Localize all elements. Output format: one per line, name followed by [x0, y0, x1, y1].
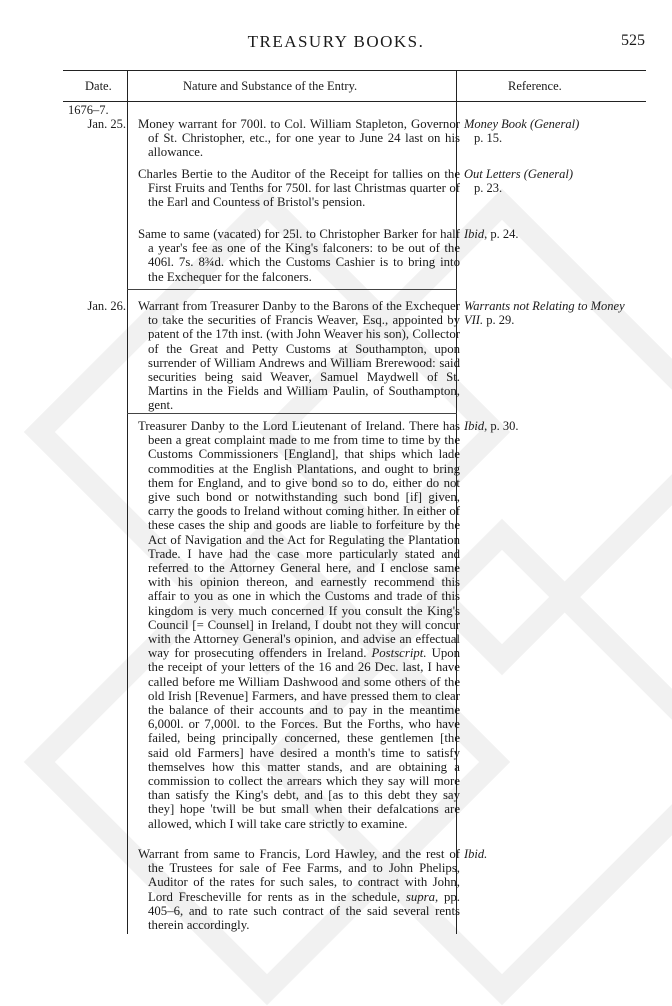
entry-text — [138, 847, 460, 932]
column-header-reference: Reference. — [508, 79, 562, 93]
entry-text: Money warrant for 700l. to Col. William Stapleton, Governor of St. Christopher, etc., for one year to June 24 last on his allowance. — [138, 117, 460, 160]
entry-date-year: 1676–7. — [68, 103, 109, 117]
entry-text: Warrant from Treasurer Danby to the Barons of the Exchequer to take the securities of Francis Weaver, Esq., appointed by patent of the 17th inst. (with John Weaver his son), Collector of the Great and Petty Customs at Southampton, upon surrender of William Andrews and William Brerewood: said securities being said Weaver, Samuel Maydwell of St. Martins in the Fields and William Paulin, of Southampton, gent. — [138, 299, 460, 413]
entry-text-body: Same to same (vacated) for 25l. to Christopher Barker for half a year's fee as one of the King's falconers: to be out of the 406l. 7s. 8¾d. which the Customs Cashier is to bring into the Exchequer for the falconers. — [138, 227, 460, 284]
reference-source: Ibid — [464, 419, 485, 433]
entry-text-body: Warrant from same to Francis, Lord Hawley, and the rest of the Trustees for sale of Fee Farms, and to John Phelips, Auditor of the rates for such sales, to contract with John, Lord Frescheville for rents as in the schedule, — [138, 847, 460, 904]
reference-source: Money Book (General) — [464, 117, 580, 131]
entry-date-day: Jan. 26. — [87, 299, 126, 313]
column-header-nature: Nature and Substance of the Entry. — [183, 79, 358, 93]
reference-source: Out Letters (General) — [464, 167, 574, 181]
reference-source: Ibid — [464, 227, 485, 241]
column-rule-left — [127, 70, 128, 934]
entry-date-day: Jan. 25. — [87, 117, 126, 131]
entry-text — [138, 419, 460, 831]
entry-text-tail: , pp. 405–6, and to rate such contract of the said several rents therein accordingly. — [148, 889, 460, 933]
entry-reference — [464, 419, 639, 433]
reference-page: p. 29. — [486, 313, 515, 327]
page-number: 525 — [621, 32, 645, 49]
page-header — [0, 32, 672, 58]
entry-text-body: Treasurer Danby to the Lord Lieutenant of Ireland. There has been a great complaint made to me from time to time by the Customs Commissioners [England], that ships which lade commodities at the English Plantations, and ought to bring them for England, and to give bond so to do, either do not give such bond or notwithstanding such bond [if] given, carry the goods to Ireland without coming hither. In either of these cases the ship and goods are liable to forfeiture by the Act of Navigation and the Act for Regulating the Plantation Trade. I have had the case more particularly stated and referred to the Attorney General here, and I enclose same with his opinion thereon, and earnestly recommend this affair to you as one in which the Customs and trade of this kingdom is very much concerned If you consult the King's Council [= Counsel] in Ireland, I doubt not they will concur with the Attorney General's opinion, and advise an effectual way for prosecuting offenders in Ireland. — [138, 419, 460, 661]
reference-page: p. 23. — [474, 181, 503, 195]
entry-reference — [464, 167, 639, 195]
entry-text: Charles Bertie to the Auditor of the Receipt for tallies on the First Fruits and Tenths for 750l. for last Christmas quarter of the Earl and Countess of Bristol's pension. — [138, 167, 460, 210]
postscript-text: Upon the receipt of your letters of the 16 and 26 Dec. last, I have called before me William Dashwood and some others of the old Irish [Revenue] Farmers, and have pressed them to clear the balance of their accounts and to pay in the meantime 6,000l. or 7,000l. to the Forces. But the Forths, who have failed, being principally concerned, these gentlemen [the said old Farmers] have desired a month's time to satisfy themselves how this matter stands, and are obtaining a commission to collect the arrears which they say will more than satisfy the King's debt, and [as to this debt they say they] hope 'twill be but small when their defalcations are allowed, which I will take care strictly to examine. — [148, 646, 461, 831]
entry-divider — [127, 289, 457, 290]
reference-page: , p. 24. — [484, 227, 519, 241]
entry-reference — [464, 117, 639, 145]
entry-reference — [464, 227, 639, 241]
reference-page: , p. 30. — [484, 419, 519, 433]
entry-reference — [464, 299, 639, 327]
column-header-date: Date. — [85, 79, 112, 93]
entry-date — [68, 299, 126, 313]
postscript-label: Postscript. — [371, 646, 427, 661]
entry-text — [138, 227, 460, 284]
running-head: TREASURY BOOKS. — [247, 32, 425, 51]
column-headers — [63, 70, 646, 102]
reference-page: p. 15. — [474, 131, 503, 145]
entry-divider — [127, 413, 457, 414]
reference-source: Ibid. — [464, 847, 488, 861]
entry-reference — [464, 847, 639, 861]
entry-text-italic: supra — [405, 889, 435, 904]
entry-date — [68, 103, 126, 131]
reference-source: Warrants not Relating to Money VII. — [464, 299, 625, 327]
